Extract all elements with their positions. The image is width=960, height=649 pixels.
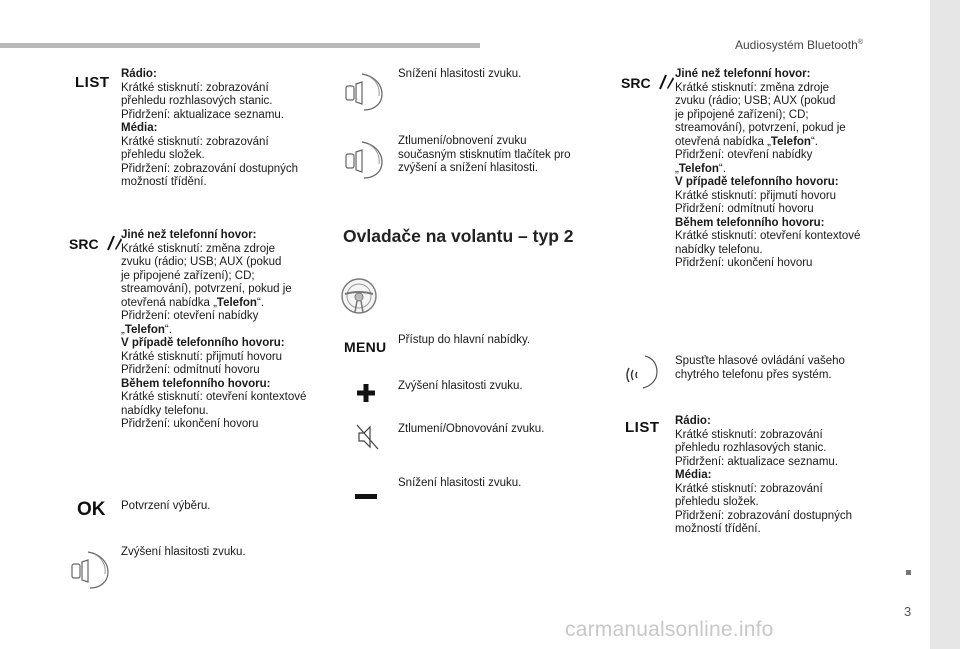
src-phone-icon: SRC xyxy=(69,235,123,254)
slash-icon xyxy=(655,74,675,90)
mute-speaker-icon xyxy=(356,423,380,456)
list-description: Rádio: Krátké stisknutí: zobrazování přehledu rozhlasových stanic. Přidržení: aktualizace seznamu. Média: Krátké stisknutí: zobrazování přehledu složek. Přidržení: zobrazování dostupných možností třídění. xyxy=(675,415,853,535)
src-description: Jiné než telefonní hovor: Krátké stisknutí: změna zdroje zvuku (rádio; USB; AUX (pokud je připojené zařízení); CD; streamování), potvrzení, pokud je otevřená nabídka „Telefon“. Přidržení: otevření nabídky „Telefon“. V případě telefonního hovoru: Krátké stisknutí: přijmutí hovoru Přidržení: odmítnutí hovoru Během telefonního hovoru: Krátké stisknutí: otevření kontextové nabídky telefonu. Přidržení: ukončení hovoru xyxy=(121,229,307,430)
list-icon: LIST xyxy=(625,419,660,436)
src-description: Jiné než telefonní hovor: Krátké stisknutí: změna zdroje zvuku (rádio; USB; AUX (pokud je připojené zařízení); CD; streamování), potvrzení, pokud je otevřená nabídka „Telefon“. Přidržení: otevření nabídky „Telefon“. V případě telefonního hovoru: Krátké stisknutí: přijmutí hovoru Přidržení: odmítnutí hovoru Během telefonního hovoru: Krátké stisknutí: otevření kontextové nabídky telefonu. Přidržení: ukončení hovoru xyxy=(675,68,861,269)
menu-icon: MENU xyxy=(344,339,387,355)
menu-description: Přístup do hlavní nabídky. xyxy=(398,334,531,346)
volume-down-description: Snížení hlasitosti zvuku. xyxy=(398,68,522,80)
watermark: carmanualsonline.info xyxy=(565,618,774,641)
voice-command-icon xyxy=(623,354,659,395)
mute2-description: Ztlumení/Obnovování zvuku. xyxy=(398,423,545,435)
plus-icon xyxy=(356,383,376,408)
plus-description: Zvýšení hlasitosti zvuku. xyxy=(398,380,523,392)
page-number: 3 xyxy=(904,604,912,619)
list-icon: LIST xyxy=(75,74,110,91)
volume-wheel-icon xyxy=(344,72,386,117)
volume-up-description: Zvýšení hlasitosti zvuku. xyxy=(121,546,246,558)
minus-description: Snížení hlasitosti zvuku. xyxy=(398,477,522,489)
volume-wheel-icon xyxy=(344,140,386,185)
ok-description: Potvrzení výběru. xyxy=(121,500,211,512)
header-rule xyxy=(0,43,480,48)
volume-wheel-icon xyxy=(70,550,112,595)
list-description: Rádio: Krátké stisknutí: zobrazování přehledu rozhlasových stanic. Přidržení: aktualizace seznamu. Média: Krátké stisknutí: zobrazování přehledu složek. Přidržení: zobrazování dostupných možností třídění. xyxy=(121,68,299,188)
minus-icon xyxy=(355,487,377,505)
page-header-title: Audiosystém Bluetooth® xyxy=(735,38,863,52)
page-margin-bar xyxy=(930,0,960,649)
ok-icon: OK xyxy=(77,499,106,520)
mute-description: Ztlumení/obnovení zvuku současným stisknutím tlačítek pro zvýšení a snížení hlasitosti. xyxy=(398,135,571,174)
page-marker xyxy=(906,570,911,575)
steering-wheel-icon xyxy=(339,276,379,321)
section-title: Ovladače na volantu – typ 2 xyxy=(343,226,574,246)
voice-description: Spusťte hlasové ovládání vašeho chytrého telefonu přes systém. xyxy=(675,355,845,381)
src-phone-icon: SRC xyxy=(621,74,675,93)
